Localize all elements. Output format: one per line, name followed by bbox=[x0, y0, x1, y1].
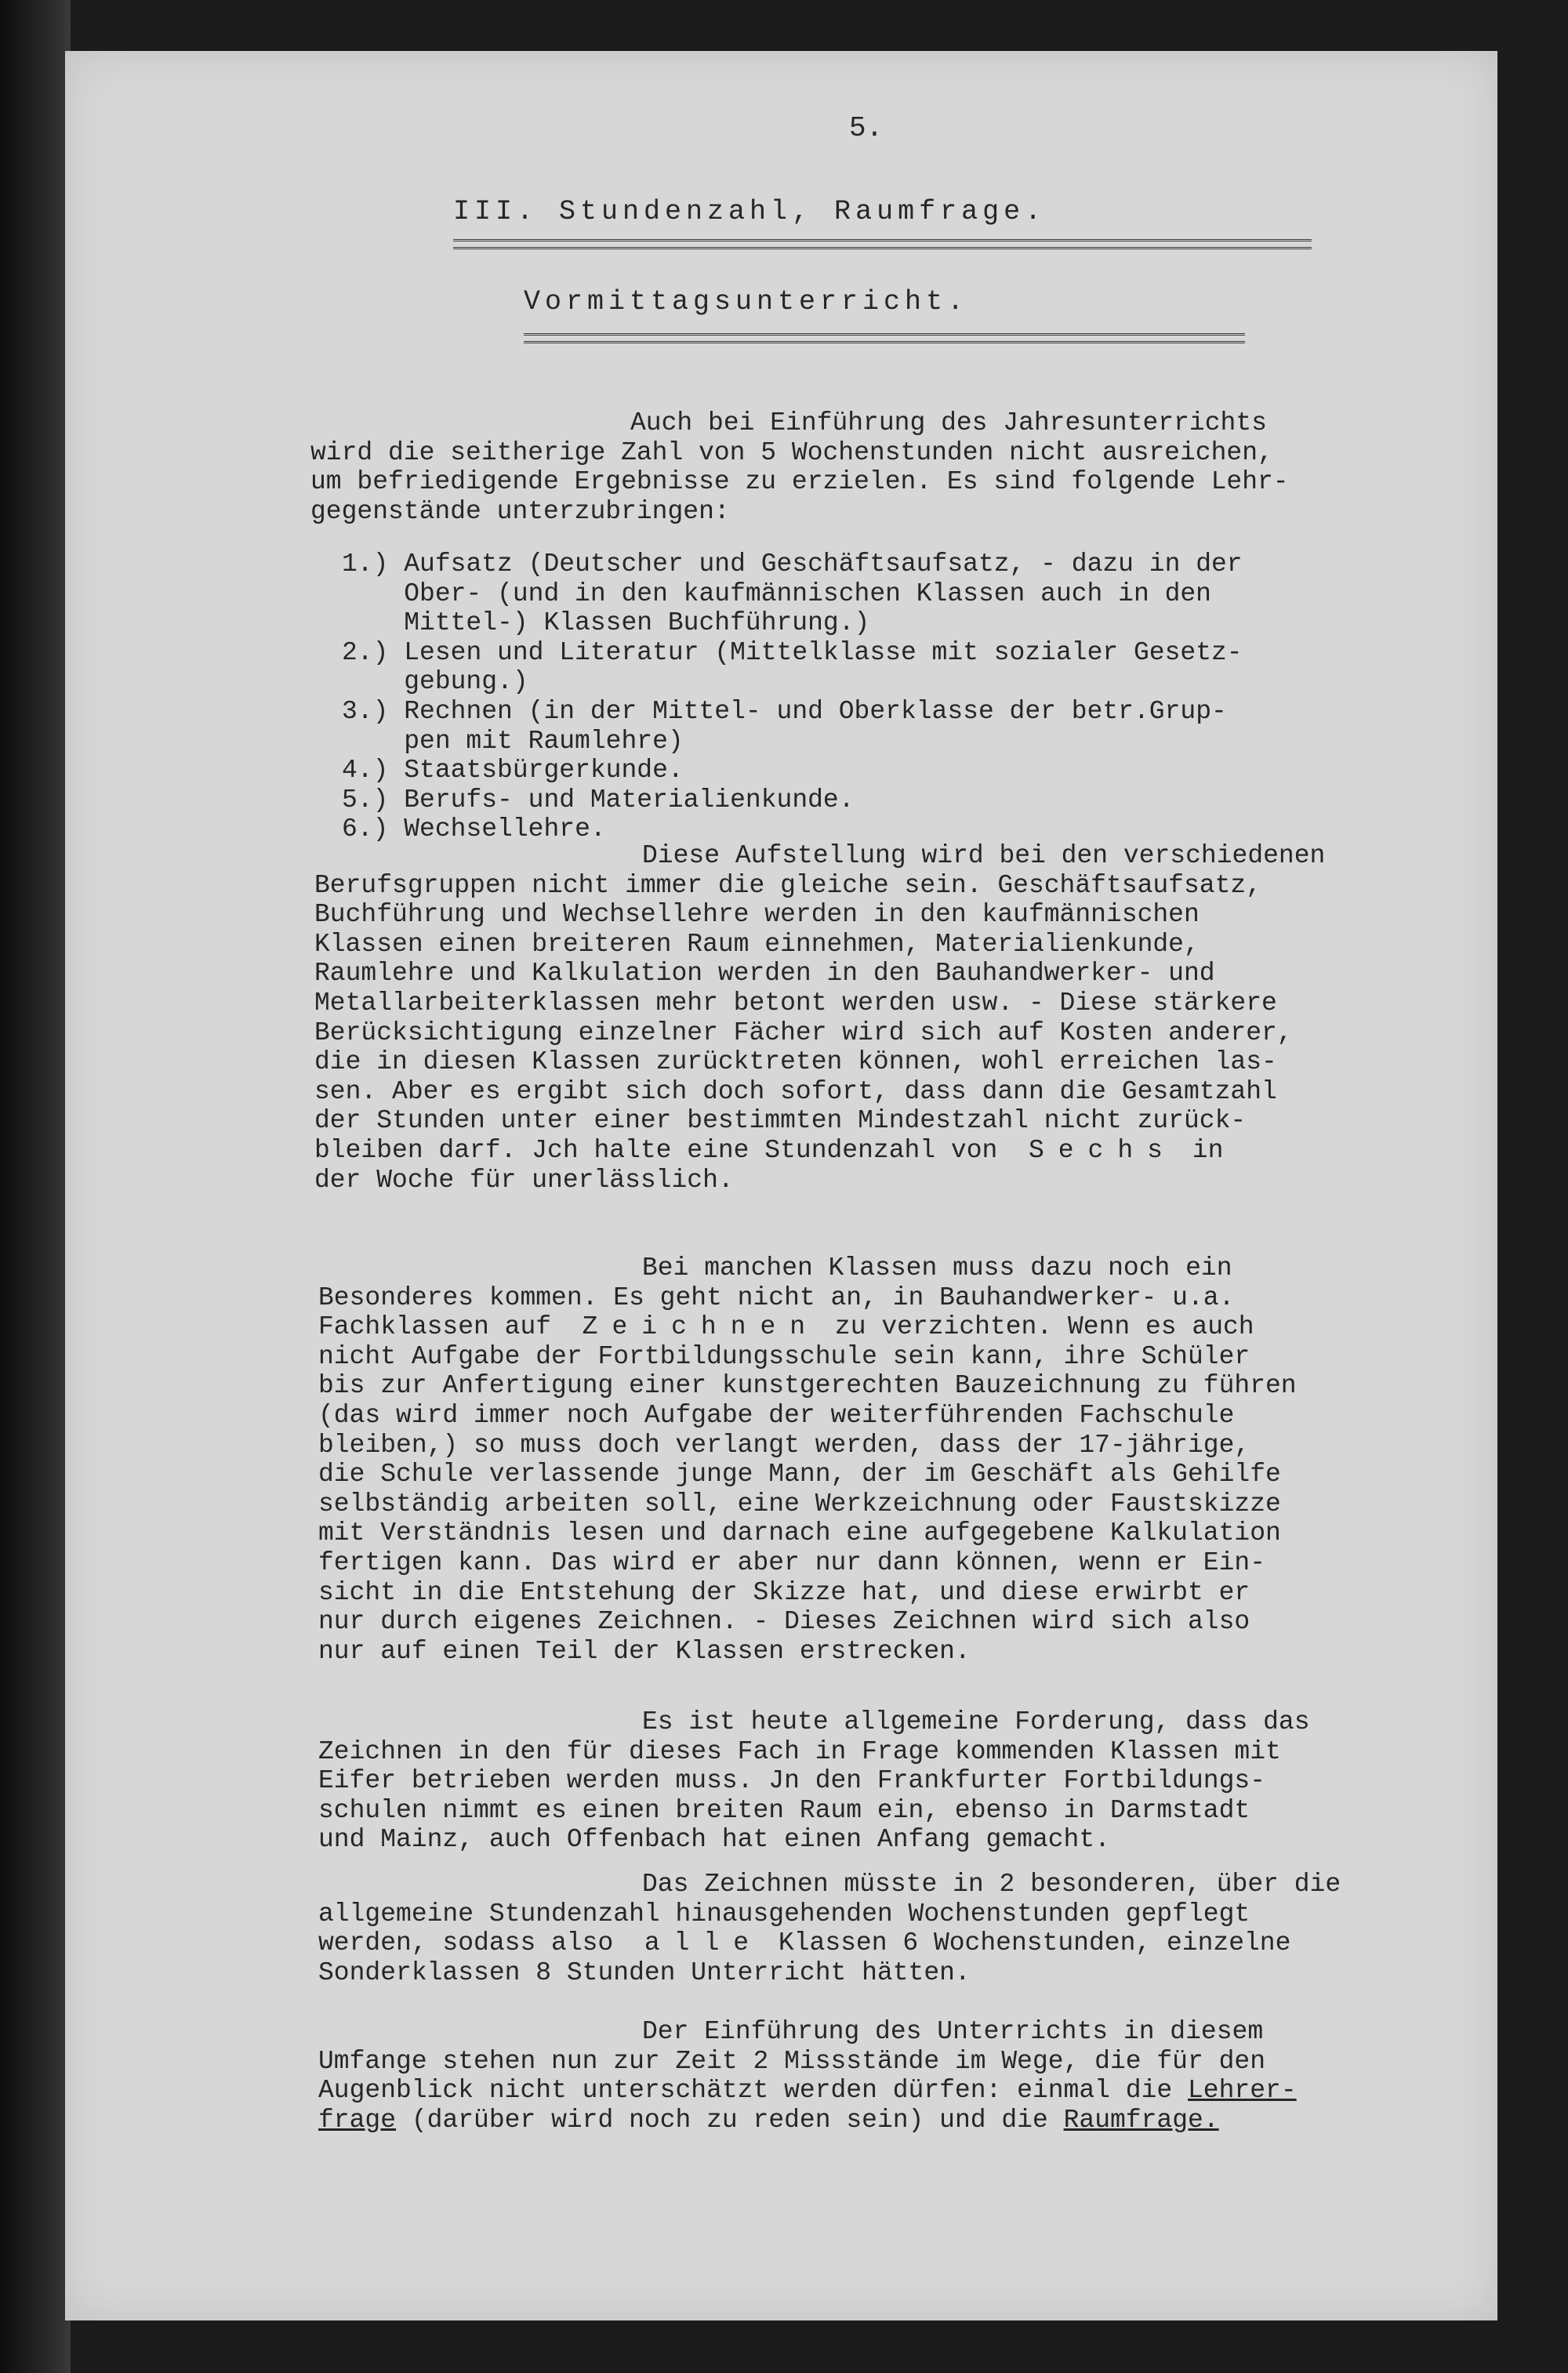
document-page bbox=[65, 51, 1497, 2320]
paragraph-zeichnen: Bei manchen Klassen muss dazu noch ein Besonderes kommen. Es geht nicht an, in Bauhandwerker- u.a. Fachklassen auf Zeichnen zu verzichten. Wenn es auch nicht Aufgabe der Fortbildungsschule sein kann, ihre Schüler bis zur Anfertigung einer kunstgerechten Bauzeichnung zu führen (das wird immer noch Aufgabe der weiterführenden Fachschule bleiben,) so muss doch verlangt werden, dass der 17-jährige, die Schule verlassende junge Mann, der im Geschäft als Gehilfe selbständig arbeiten soll, eine Werkzeichnung oder Faustskizze mit Verständnis lesen und darnach eine aufgegebene Kalkulation fertigen kann. Das wird er aber nur dann können, wenn er Ein- sicht in die Entstehung der Skizze hat, und diese erwirbt er nur durch eigenes Zeichnen. - Dieses Zeichnen wird sich also nur auf einen Teil der Klassen erstrecken. bbox=[318, 1254, 1297, 1666]
list-item: 2.) bbox=[342, 637, 389, 667]
paragraph-stunden: Das Zeichnen müsste in 2 besonderen, über die allgemeine Stundenzahl hinausgehenden Wochenstunden gepflegt werden, sodass also alle Klassen 6 Wochenstunden, einzelne Sonderklassen 8 Stunden Unterricht hätten. bbox=[318, 1870, 1341, 1987]
paragraph-forderung: Es ist heute allgemeine Forderung, dass das Zeichnen in den für dieses Fach in Frage kommenden Klassen mit Eifer betrieben werden muss. Jn den Frankfurter Fortbildungs- schulen nimmt es einen breiten Raum ein, ebenso in Darmstadt und Mainz, auch Offenbach hat einen Anfang gemacht. bbox=[318, 1707, 1310, 1855]
paragraph-intro: Auch bei Einführung des Jahresunterrichts wird die seitherige Zahl von 5 Wochenstunden nicht ausreichen, um befriedigende Ergebnisse zu erzielen. Es sind folgende Lehr- gegenstände unterzubringen: bbox=[310, 408, 1289, 526]
section-subtitle: Vormittagsunterricht. bbox=[524, 286, 969, 317]
paragraph-missstaende: Der Einführung des Unterrichts in diesem Umfange stehen nun zur Zeit 2 Missstände im Wege, die für den Augenblick nicht unterschätzt werden dürfen: einmal die Lehrer- frage (darüber wird noch zu reden sein) und die Raumfrage. bbox=[318, 2017, 1297, 2135]
list-item: 1.) bbox=[342, 550, 389, 579]
section-title: III. Stundenzahl, Raumfrage. bbox=[453, 196, 1047, 227]
paragraph-berufsgruppen: Diese Aufstellung wird bei den verschiedenen Berufsgruppen nicht immer die gleiche sein. Geschäftsaufsatz, Buchführung und Wechsellehre werden in den kaufmännischen Klassen einen breiteren Raum einnehmen, Materialienkunde, Raumlehre und Kalkulation werden in den Bauhandwerker- und Metallarbeiterklassen mehr betont werden usw. - Diese stärkere Berücksichtigung einzelner Fächer wird sich auf Kosten anderer, die in diesen Klassen zurücktreten können, wohl erreichen las- sen. Aber es ergibt sich doch sofort, dass dann die Gesamtzahl der Stunden unter einer bestimmten Mindestzahl nicht zurück- bleiben darf. Jch halte eine Stundenzahl von Sechs in der Woche für unerlässlich. bbox=[314, 841, 1326, 1195]
page-number: 5. bbox=[849, 112, 884, 144]
scan-background-edge bbox=[0, 0, 71, 2373]
list-item: 6.) bbox=[342, 815, 389, 844]
list-item: 5.) bbox=[342, 785, 389, 815]
list-item: 3.) bbox=[342, 696, 389, 726]
subtitle-double-underline bbox=[524, 333, 1245, 343]
title-double-underline bbox=[453, 239, 1312, 249]
list-item: 4.) bbox=[342, 756, 389, 786]
subject-list: 1.) Aufsatz (Deutscher und Geschäftsaufsatz, - dazu in der Ober- (und in den kaufmännischen Klassen auch in den Mittel-) Klassen Buchführung.) 2.) Lesen und Literatur (Mittelklasse mit sozialer Gesetz- gebung.) 3.) Rechnen (in der Mittel- und Oberklasse der betr.Grup- pen mit Raumlehre) 4.) Staatsbürgerkunde. 5.) Berufs- und Materialienkunde. 6.) Wechsellehre. bbox=[342, 550, 1243, 844]
